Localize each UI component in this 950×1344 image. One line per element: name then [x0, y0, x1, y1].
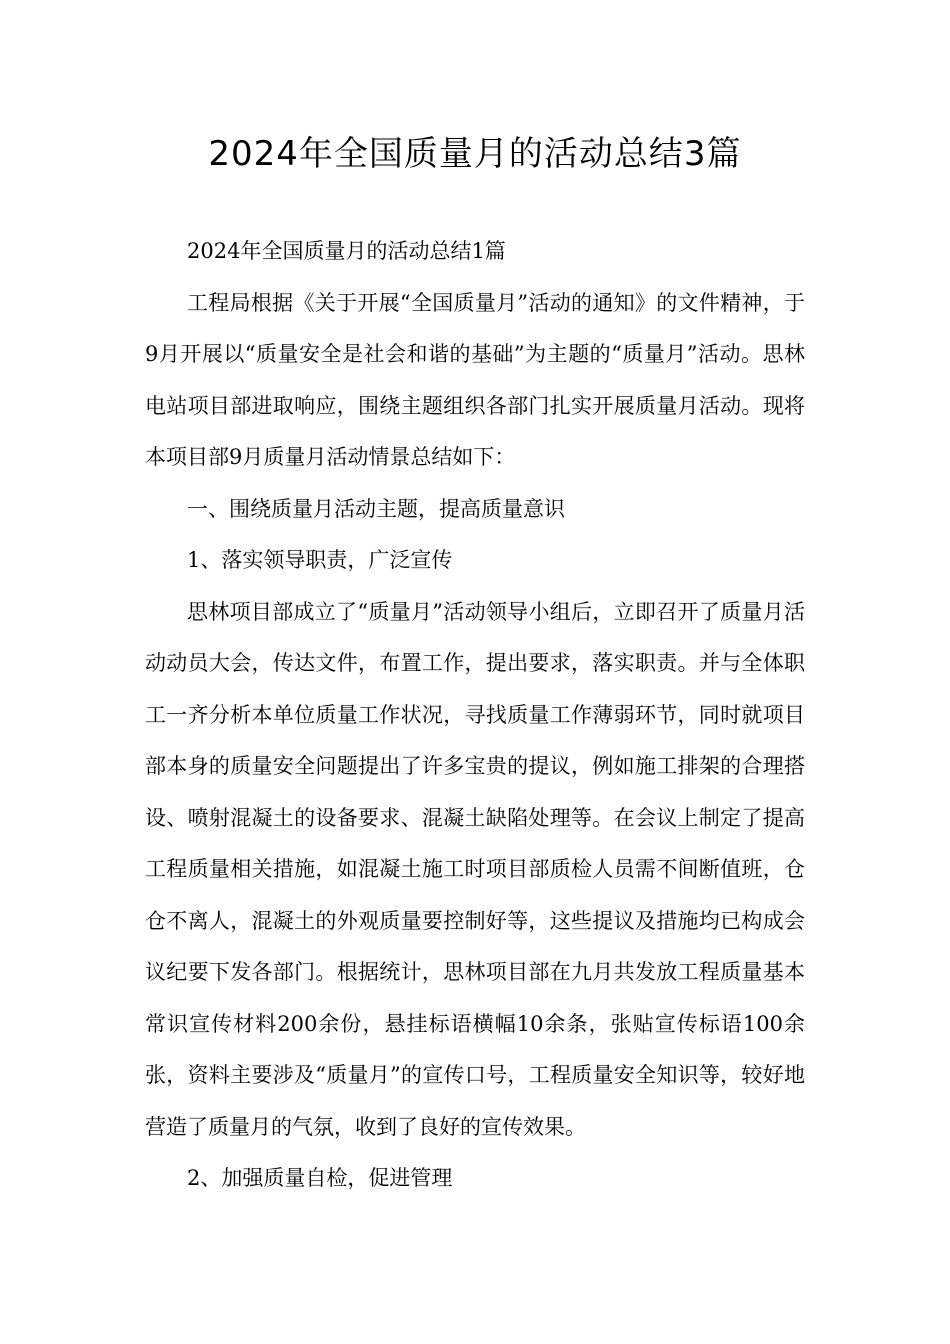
- intro-paragraph: 工程局根据《关于开展“全国质量月”活动的通知》的文件精神，于9月开展以“质量安全是社会和谐的基础”为主题的“质量月”活动。思林电站项目部进取响应，围绕主题组织各部门扎实开展质量月活动。现将本项目部9月质量月活动情景总结如下：: [145, 290, 805, 469]
- section-heading-1: 一、围绕质量月活动主题，提高质量意识: [187, 496, 565, 521]
- document-body: [145, 226, 805, 1205]
- document-title: 2024年全国质量月的活动总结3篇: [208, 134, 742, 174]
- subheading-1-2: 2、加强质量自检，促进管理: [187, 1166, 453, 1190]
- body-paragraph: 思林项目部成立了“质量月”活动领导小组后，立即召开了质量月活动动员大会，传达文件，布置工作，提出要求，落实职责。并与全体职工一齐分析本单位质量工作状况，寻找质量工作薄弱环节，同时就项目部本身的质量安全问题提出了许多宝贵的提议，例如施工排架的合理搭设、喷射混凝土的设备要求、混凝土缺陷处理等。在会议上制定了提高工程质量相关措施，如混凝土施工时项目部质检人员需不间断值班，仓仓不离人，混凝土的外观质量要控制好等，这些提议及措施均已构成会议纪要下发各部门。根据统计，思林项目部在九月共发放工程质量基本常识宣传材料200余份，悬挂标语横幅10余条，张贴宣传标语100余张，资料主要涉及“质量月”的宣传口号，工程质量安全知识等，较好地营造了质量月的气氛，收到了良好的宣传效果。: [145, 599, 805, 1139]
- section-heading-summary-1: 2024年全国质量月的活动总结1篇: [187, 239, 506, 263]
- subheading-1-1: 1、落实领导职责，广泛宣传: [187, 548, 453, 572]
